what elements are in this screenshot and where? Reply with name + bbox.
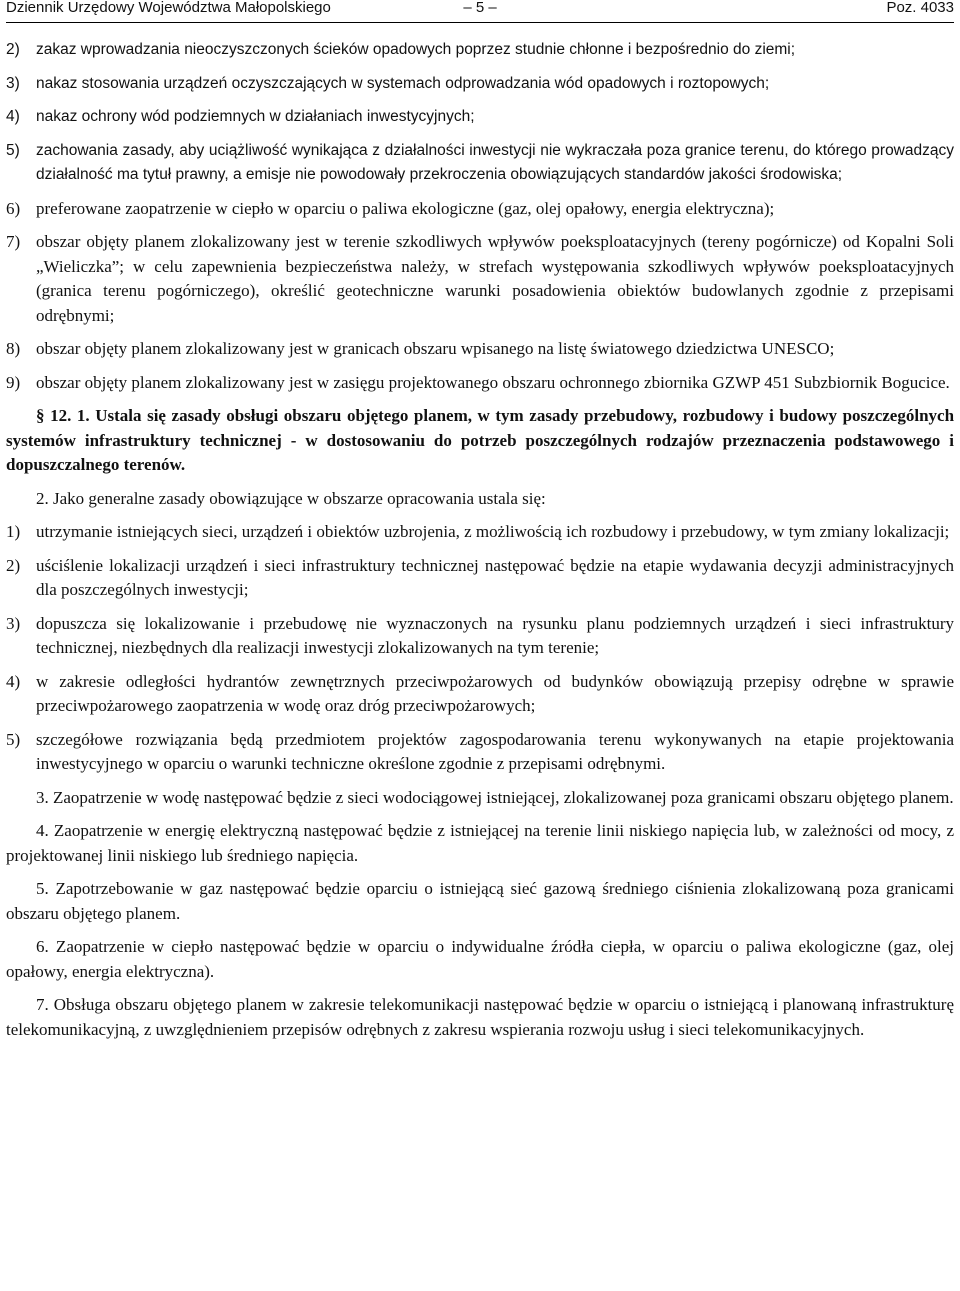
list-item-number: 9) bbox=[6, 372, 21, 392]
list-item-number: 4) bbox=[6, 108, 20, 125]
list-item bbox=[6, 105, 954, 130]
list-item-text: preferowane zaopatrzenie w ciepło w oparciu o paliwa ekologiczne (gaz, olej opałowy, energia elektryczna); bbox=[36, 198, 775, 218]
paragraph-7: 7. Obsługa obszaru objętego planem w zakresie telekomunikacji następować będzie w oparciu o istniejącą i planowaną infrastrukturę telekomunikacyjną, z uwzględnieniem przepisów odrębnych z zakresu wspierania rozwoju usług i sieci telekomunikacyjnych. bbox=[6, 995, 954, 1039]
list-item bbox=[6, 139, 954, 188]
list-item-text: nakaz stosowania urządzeń oczyszczających w systemach odprowadzania wód opadowych i roztopowych; bbox=[36, 74, 770, 92]
list-item-number: 6) bbox=[6, 198, 21, 218]
section-12-lead: § 12. 1. bbox=[36, 406, 90, 425]
list-item-number: 4) bbox=[6, 671, 21, 691]
list-item-number: 3) bbox=[6, 74, 20, 92]
list-item-text: zachowania zasady, aby uciążliwość wynikająca z działalności inwestycji nie wykraczała poza granice terenu, do którego prowadzący działalność ma tytuł prawny, a emisje nie powodowały przekroczenia obowiązujących standardów jakości środowiska; bbox=[36, 141, 954, 183]
page-header bbox=[6, 0, 954, 23]
list-item bbox=[6, 72, 954, 97]
list-item-text: obszar objęty planem zlokalizowany jest w zasięgu projektowanego obszaru ochronnego zbiornika GZWP 451 Subzbiornik Bogucice. bbox=[36, 372, 950, 392]
paragraph-2: 2. Jako generalne zasady obowiązujące w obszarze opracowania ustala się: bbox=[36, 488, 546, 508]
list-item-number: 8) bbox=[6, 339, 21, 358]
list-item-number: 3) bbox=[6, 613, 21, 633]
list-item bbox=[6, 554, 954, 603]
list-item bbox=[6, 612, 954, 661]
list-item-number: 1) bbox=[6, 522, 21, 541]
section-12-text: Ustala się zasady obsługi obszaru objętego planem, w tym zasady przebudowy, rozbudowy i budowy poszczególnych systemów infrastruktury technicznej - w dostosowaniu do potrzeb poszczególnych rodzajów przeznaczenia podstawowego i dopuszczalnego terenów. bbox=[6, 406, 955, 474]
list-item-text: w zakresie odległości hydrantów zewnętrznych przeciwpożarowych od budynków obowiązują przepisy odrębne w sprawie przeciwpożarowego zaopatrzenia w wodę oraz dróg przeciwpożarowych; bbox=[36, 671, 954, 715]
page-number: – 5 – bbox=[463, 0, 497, 16]
list-item-text: dopuszcza się lokalizowanie i przebudowę nie wyznaczonych na rysunku planu podziemnych urządzeń i sieci infrastruktury technicznej, niezbędnych dla realizacji inwestycji zlokalizowanych na tym terenie; bbox=[36, 613, 954, 657]
list-item bbox=[6, 728, 954, 777]
list-item-number: 2) bbox=[6, 41, 20, 58]
list-item-text: obszar objęty planem zlokalizowany jest w terenie szkodliwych wpływów poeksploatacyjnych (tereny pogórnicze) od Kopalni Soli „Wieliczka”; w celu zapewnienia bezpieczeństwa należy, w strefach występowania szkodliwych wpływów poeksploatacyjnych (granica terenu pogórniczego), określić geotechniczne warunki posadowienia obiektów budowlanych zgodnie z przepisami odrębnymi; bbox=[36, 232, 954, 325]
paragraph-6: 6. Zaopatrzenie w ciepło następować będzie w oparciu o indywidualne źródła ciepła, w oparciu o paliwa ekologiczne (gaz, olej opałowy, energia elektryczna). bbox=[6, 937, 954, 981]
paragraph-5: 5. Zapotrzebowanie w gaz następować będzie oparciu o istniejącą sieć gazową średniego ciśnienia zlokalizowaną poza granicami obszaru objętego planem. bbox=[6, 879, 954, 923]
general-rules-list bbox=[6, 520, 954, 777]
list-item-text: uściślenie lokalizacji urządzeń i sieci infrastruktury technicznej następować będzie na etapie wydawania decyzji administracyjnych dla poszczególnych inwestycji; bbox=[36, 555, 954, 599]
list-item bbox=[6, 371, 954, 396]
list-item-number: 2) bbox=[6, 555, 21, 575]
document-body bbox=[6, 38, 954, 1051]
paragraph-3: 3. Zaopatrzenie w wodę następować będzie z sieci wodociągowej istniejącej, zlokalizowanej poza granicami obszaru objętego planem. bbox=[36, 787, 954, 807]
list-item bbox=[6, 337, 954, 362]
list-item-text: utrzymanie istniejących sieci, urządzeń i obiektów uzbrojenia, z możliwością ich rozbudowy i przebudowy, w tym zmiany lokalizacji; bbox=[36, 522, 950, 541]
list-item-text: nakaz ochrony wód podziemnych w działaniach inwestycyjnych; bbox=[36, 108, 475, 125]
section-12-paragraph bbox=[6, 404, 954, 478]
list-item-text: zakaz wprowadzania nieoczyszczonych ścieków opadowych poprzez studnie chłonne i bezpośrednio do ziemi; bbox=[36, 41, 796, 58]
list-item-number: 5) bbox=[6, 729, 21, 749]
position-number: Poz. 4033 bbox=[886, 0, 954, 16]
top-list bbox=[6, 38, 954, 395]
list-item bbox=[6, 197, 954, 222]
list-item-text: obszar objęty planem zlokalizowany jest w granicach obszaru wpisanego na listę światowego dziedzictwa UNESCO; bbox=[36, 339, 835, 358]
list-item bbox=[6, 670, 954, 719]
list-item bbox=[6, 520, 954, 545]
journal-title: Dziennik Urzędowy Województwa Małopolskiego bbox=[6, 0, 331, 16]
list-item-number: 7) bbox=[6, 232, 21, 251]
paragraph-4: 4. Zaopatrzenie w energię elektryczną następować będzie z istniejącej na terenie linii niskiego napięcia lub, w zależności od mocy, z projektowanej linii niskiego lub średniego napięcia. bbox=[6, 821, 954, 865]
list-item-number: 5) bbox=[6, 141, 20, 159]
list-item bbox=[6, 38, 954, 63]
list-item bbox=[6, 230, 954, 328]
list-item-text: szczegółowe rozwiązania będą przedmiotem projektów zagospodarowania terenu wykonywanych na etapie projektowania inwestycyjnego w oparciu o warunki techniczne określone zgodnie z przepisami odrębnymi. bbox=[36, 729, 954, 773]
